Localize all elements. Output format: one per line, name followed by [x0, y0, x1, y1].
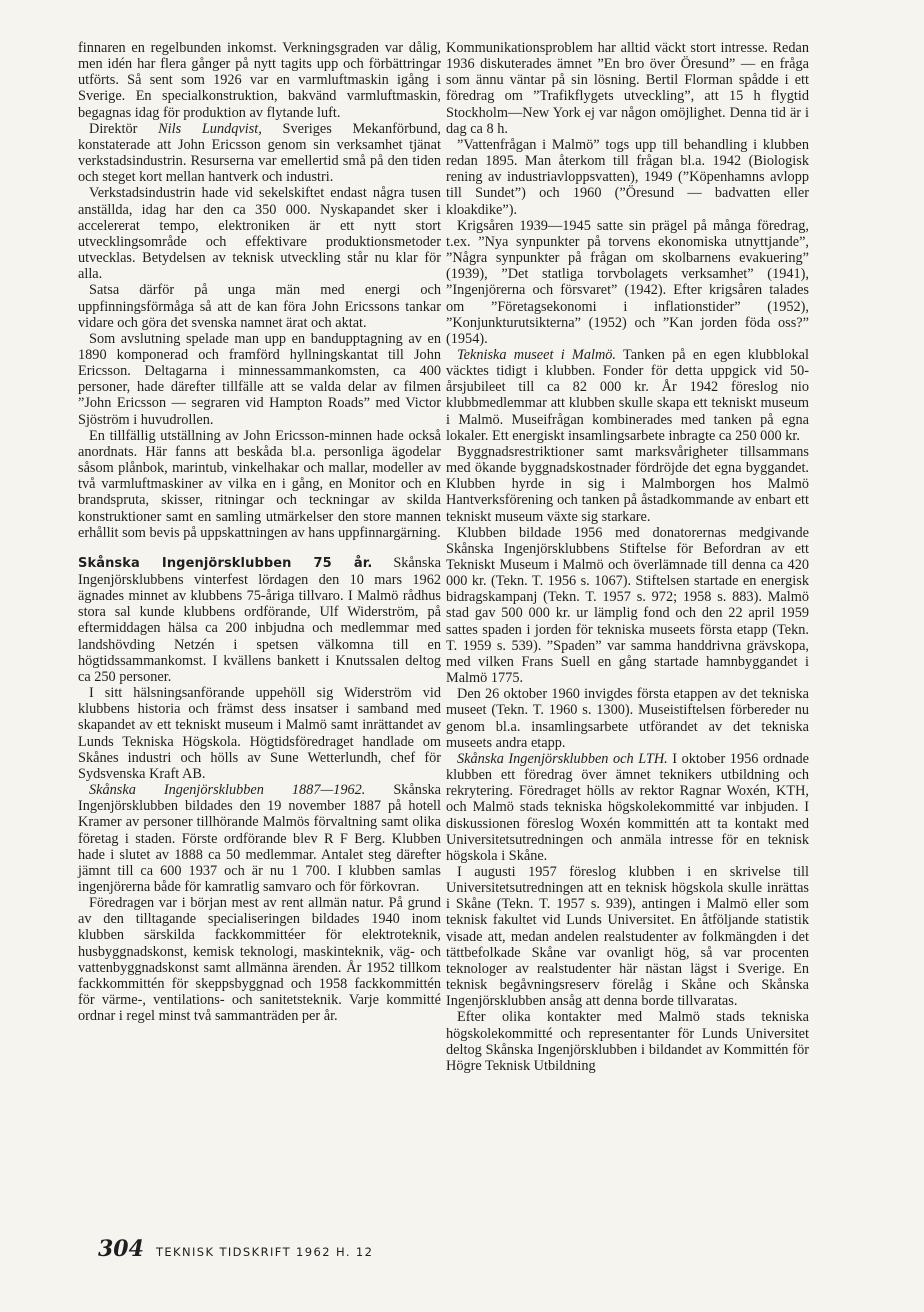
paragraph: finnaren en regelbunden inkomst. Verkningsgraden var dålig, men idén har flera gånger på nytt tagits upp och förbättringar utförts. Så sent som 1926 var en varmluftmaskin igång i Sverige. En specialkonstruktion, bakvänd varmluftmaskin, begagnas idag för produktion av flytande luft. [78, 40, 441, 121]
paragraph: Som avslutning spelade man upp en bandupptagning av en 1890 komponerad och framförd hyllningskantat till John Ericsson. Deltagarna i minnessammankomsten, ca 400 personer, hade därefter tillfälle att se valda delar av filmen ”John Ericsson — segraren vid Hampton Roads” med Victor Sjöström i huvudrollen. [78, 330, 441, 428]
right-column [446, 40, 809, 1074]
subheading: Skånska Ingenjörsklubben och LTH. [457, 750, 668, 767]
paragraph-text: Tanken på en egen klubblokal väcktes tidigt i klubben. Fonder för detta uppgick vid 50-årsjubileet till ca 82 000 kr. År 1942 föreslog nio klubbmedlemmar att klubben skulle skapa ett tekniskt museum i Malmö. Museifrågan kombinerades med tanken på egna lokaler. Ett energiskt insamlingsarbete inbragte ca 250 000 kr. [446, 346, 809, 444]
paragraph [446, 347, 809, 444]
paragraph: Efter olika kontakter med Malmö stads tekniska högskolekommitté och representanter för Lunds Universitet deltog Skånska Ingenjörsklubben i bildandet av Kommittén för Högre Teknisk Utbildning [446, 1009, 809, 1074]
page-footer [98, 1236, 373, 1262]
person-name: Nils Lundqvist, [158, 120, 262, 137]
paragraph [78, 782, 441, 895]
paragraph: Den 26 oktober 1960 invigdes första etappen av det tekniska museet (Tekn. T. 1960 s. 1300). Museistiftelsen förbereder nu genom bl.a. insamlingsarbete utförandet av det tekniska museets andra etapp. [446, 686, 809, 751]
paragraph: Byggnadsrestriktioner samt marksvårigheter tillsammans med ökande byggnadskostnader fördröjde det egna byggandet. Klubben hyrde in sig i Malmborgen hos Malmö Hantverksförening och tanken på åstadkommande av enbart ett tekniskt museum växte sig starkare. [446, 443, 809, 525]
paragraph-text: Skånska Ingenjörsklubbens vinterfest lördagen den 10 mars 1962 ägnades minnet av klubbens 75-åriga tillvaro. I Malmö rådhus stora sal kunde klubbens ordförande, Ulf Widerström, på eftermiddagen hälsa ca 200 inbjudna och medlemmar med landshövding Netzén i spetsen välkomna till en högtidssammankomst. I kvällens bankett i Knutssalen deltog ca 250 personer. [78, 554, 441, 685]
paragraph: Verkstadsindustrin hade vid sekelskiftet endast några tusen anställda, idag har den ca 350 000. Nyskapandet sker i accelererat tempo, elektroniken är ett nytt stort utvecklingsområde och effektivare produktionsmetoder utvecklas. Betydelsen av teknisk utveckling står nu klar för alla. [78, 185, 441, 283]
section-heading: Skånska Ingenjörsklubben 75 år. [78, 555, 373, 571]
journal-name: TEKNISK TIDSKRIFT 1962 H. 12 [155, 1245, 374, 1259]
paragraph [446, 751, 809, 864]
paragraph: Satsa därför på unga män med energi och uppfinningsförmåga så att de kan föra John Ericssons tankar vidare och göra det svenska namnet ärat och aktat. [78, 282, 441, 331]
paragraph: Föredragen var i början mest av rent allmän natur. På grund av den tilltagande specialiseringen bildades 1940 inom klubben särskilda fackkommittéer för elektroteknik, husbyggnadskonst, kemisk teknologi, maskinteknik, väg- och vattenbyggnadskonst samt allmänna ärenden. År 1952 tillkom fackkommittén för skeppsbyggnad och 1958 fackkommittén för värme-, ventilations- och sanitetsteknik. Varje kommitté ordnar i regel minst två sammanträden per år. [78, 895, 441, 1025]
page-number: 304 [98, 1236, 144, 1262]
paragraph: Krigsåren 1939—1945 satte sin prägel på många föredrag, t.ex. ”Nya synpunkter på torvens ekonomiska utnyttjande”, ”Några synpunkter på frågan om skolbarnens evakuering” (1939), ”Det statliga torvbolagets verksamhet” (1941), ”Ingenjörerna och försvaret” (1942). Efter krigsåren talades om ”Företagsekonomi i inflationstider” (1952), ”Konjunkturutsikterna” (1952) och ”Kan jorden föda oss?” (1954). [446, 217, 809, 347]
paragraph: ”Vattenfrågan i Malmö” togs upp till behandling i klubben redan 1895. Man återkom till frågan bl.a. 1942 (Biologisk rening av industriavloppsvatten), 1949 (”Köpenhamns avlopp till Sundet”) och 1960 (”Öresund — badvatten eller kloakdike”). [446, 136, 809, 218]
subheading: Skånska Ingenjörsklubben 1887—1962. [89, 782, 366, 799]
paragraph: En tillfällig utställning av John Ericsson-minnen hade också anordnats. Här fanns att beskåda bl.a. personliga ägodelar såsom plånbok, marintub, vinkelhakar och mallar, modeller av två varmluftmaskiner av vilka en i gång, en Monitor och en brandspruta, skisser, ritningar och teckningar av skilda konstruktioner samt en samling utmärkelser den store mannen erhållit som bevis på uppskattningen av hans uppfinnargärning. [78, 427, 441, 541]
subheading: Tekniska museet i Malmö. [457, 346, 617, 363]
paragraph: I sitt hälsningsanförande uppehöll sig Widerström vid klubbens historia och främst dess insatser i samband med skapandet av ett tekniskt museum i Malmö samt inrättandet av Lunds Tekniska Högskola. Högtidsföredraget handlade om Skånes industri och hölls av Sune Wetterlundh, chef för Sydsvenska Kraft AB. [78, 685, 441, 782]
left-column [78, 40, 441, 1024]
paragraph: Klubben bildade 1956 med donatorernas medgivande Skånska Ingenjörsklubbens Stiftelse för Befordran av ett Tekniskt Museum i Malmö och överlämnade till denna ca 420 000 kr. (Tekn. T. 1956 s. 1067). Stiftelsen startade en energisk bidragskampanj (Tekn. T. 1957 s. 972; 1958 s. 883). Malmö stad gav 500 000 kr. ur lämplig fond och den 22 april 1959 sattes spaden i jorden för tekniska museets första etapp (Tekn. T. 1959 s. 539). ”Spaden” var samma handdrivna grävskopa, med vilken Frans Suell en gång startade hamnbyggandet i Malmö 1775. [446, 524, 809, 687]
paragraph: Kommunikationsproblem har alltid väckt stort intresse. Redan 1936 diskuterades ämnet ”En bro över Öresund” — en fråga som ännu väntar på sin lösning. Bertil Florman spådde i ett föredrag om ”Trafikflygets utveckling”, att 15 h flygtid Stockholm—New York ej var någon omöjlighet. Denna tid är i dag ca 8 h. [446, 40, 809, 137]
paragraph: I augusti 1957 föreslog klubben i en skrivelse till Universitetsutredningen att en teknisk högskola skulle inrättas i Skåne (Tekn. T. 1957 s. 939), antingen i Malmö eller som teknisk fakultet vid Lunds Universitet. En åtföljande statistik visade att, medan andelen realstudenter av folkmängden i det tättbefolkade Skåne var ovanligt hög, så var procenten teknologer av realstudenter här nästan lägst i Sverige. En teknisk begåvningsreserv förelåg i Skåne och Skånska Ingenjörsklubben ansåg att denna borde tillvaratas. [446, 863, 809, 1010]
paragraph-lead: Direktör [89, 120, 159, 137]
paragraph [78, 121, 441, 186]
paragraph-text: Skånska Ingenjörsklubben bildades den 19 november 1887 på hotell Kramer av personer tillhörande Malmös förvaltning samt olika företag i staden. Förste ordförande blev R F Berg. Klubben hade i slutet av 1888 ca 50 medlemmar. Antalet steg därefter jämnt till ca 600 1937 och är nu 1 700. I klubben samlas ingenjörerna både för kamratlig samvaro och för förkovran. [78, 782, 441, 895]
paragraph-text: I oktober 1956 ordnade klubben ett föredrag över ämnet teknikers utbildning och rekrytering. Föredraget hölls av rektor Ragnar Woxén, KTH, och Malmö stads tekniska högskolekommitté var inbjuden. I diskussionen föreslog Woxén kommittén att ta kontakt med Universitetsutredningen och anmäla intresse för en teknisk högskola i Skåne. [446, 750, 809, 864]
section-paragraph [78, 555, 441, 685]
paragraph-text: Sveriges Mekanförbund, konstaterade att John Ericsson genom sin verksamhet tjänat verkstadsindustrin. Resurserna var emellertid små på den tiden och steget kort mellan hantverk och industri. [78, 120, 441, 186]
